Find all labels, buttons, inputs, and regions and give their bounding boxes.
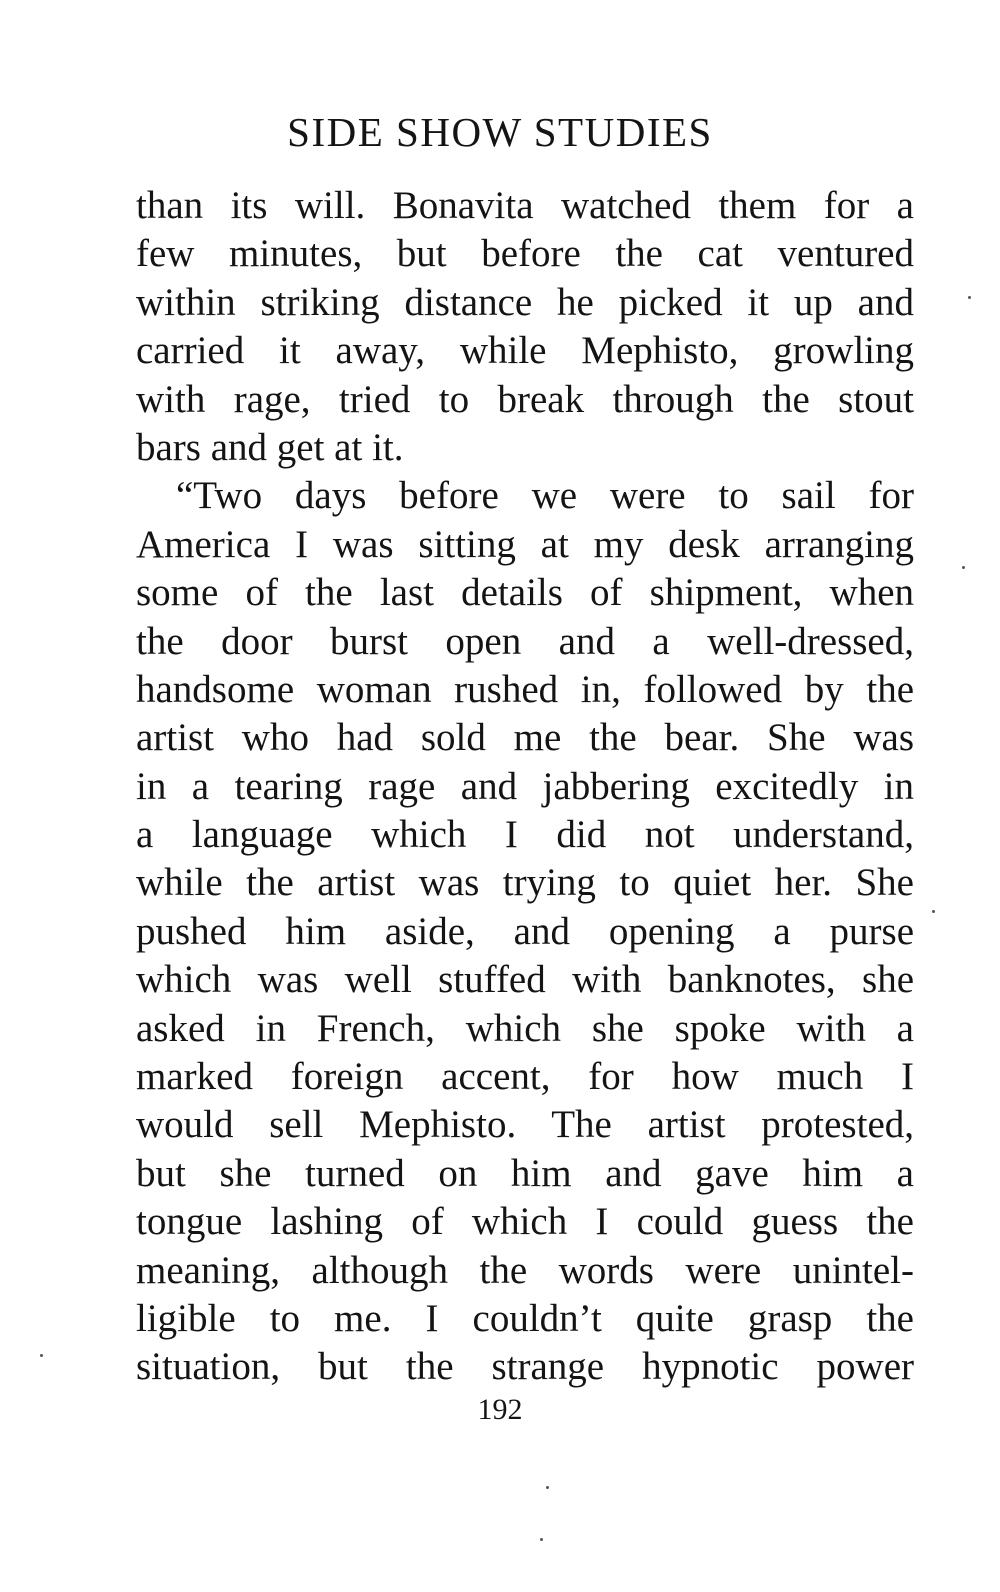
text-line: pushed him aside, and opening a purse <box>136 909 914 953</box>
paragraph-1 <box>136 182 914 472</box>
text-line: handsome woman rushed in, followed by the <box>136 667 914 711</box>
paragraph-2 <box>136 472 914 1391</box>
text-line: with rage, tried to break through the stout <box>136 377 914 421</box>
text-line: marked foreign accent, for how much I <box>136 1055 914 1099</box>
text-line: situation, but the strange hypnotic power <box>136 1345 914 1389</box>
text-line: in a tearing rage and jabbering excitedly in <box>136 764 914 808</box>
text-line: few minutes, but before the cat ventured <box>136 232 914 276</box>
scan-speck <box>932 910 935 913</box>
text-line: America I was sitting at my desk arranging <box>136 522 914 566</box>
running-head: SIDE SHOW STUDIES <box>287 109 713 155</box>
text-line: ligible to me. I couldn’t quite grasp the <box>136 1296 914 1340</box>
text-line: within striking distance he picked it up and <box>136 280 914 324</box>
scan-speck <box>540 1538 543 1541</box>
page-number: 192 <box>477 1393 523 1426</box>
text-line: than its will. Bonavita watched them for a <box>136 184 914 227</box>
text-line: tongue lashing of which I could guess the <box>136 1200 914 1244</box>
text-line: a language which I did not understand, <box>136 813 914 857</box>
text-line: carried it away, while Mephisto, growling <box>136 329 914 373</box>
text-line: some of the last details of shipment, when <box>136 571 914 615</box>
scan-speck <box>546 1486 549 1489</box>
text-line: meaning, although the words were unintel- <box>136 1248 914 1292</box>
text-line: “Two days before we were to sail for <box>176 474 914 518</box>
text-line: would sell Mephisto. The artist protested, <box>136 1103 914 1147</box>
scan-speck <box>968 296 971 299</box>
scan-speck <box>40 1354 43 1357</box>
scan-speck <box>962 566 965 569</box>
text-line: which was well stuffed with banknotes, she <box>136 958 914 1002</box>
body-text <box>136 182 914 1392</box>
text-line: asked in French, which she spoke with a <box>136 1006 914 1050</box>
text-line: while the artist was trying to quiet her. She <box>136 861 914 905</box>
text-line: artist who had sold me the bear. She was <box>136 716 914 760</box>
text-line: bars and get at it. <box>136 425 404 469</box>
text-line: the door burst open and a well-dressed, <box>136 619 914 663</box>
text-line: but she turned on him and gave him a <box>136 1151 914 1195</box>
